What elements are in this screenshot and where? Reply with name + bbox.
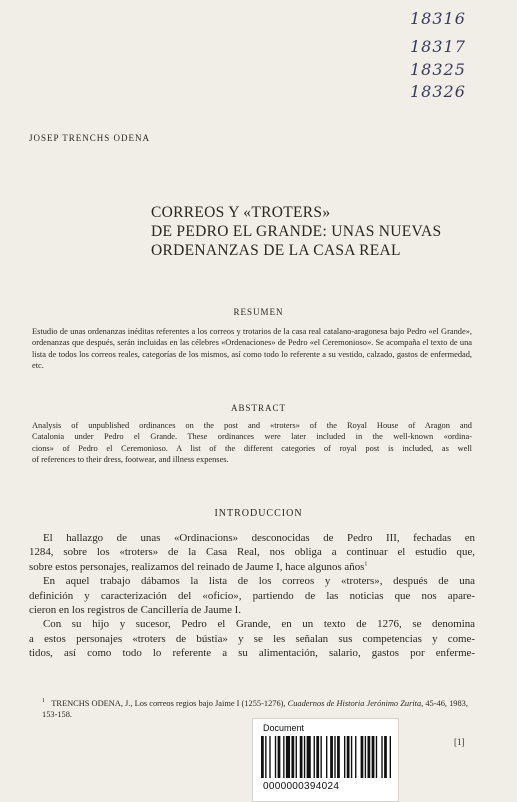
body-line-1: El hallazgo de unas «Ordinacions» desconocidas de Pedro III, fechadas en xyxy=(43,532,475,544)
barcode-bar xyxy=(269,736,270,778)
body-line-7: Con su hijo y sucesor, Pedro el Grande, en un texto de 1276, se denomina xyxy=(43,618,475,631)
barcode-bar xyxy=(365,736,366,778)
footnote-marker: 1 xyxy=(42,698,45,705)
resumen-heading: RESUMEN xyxy=(233,307,284,317)
barcode-bar xyxy=(291,736,294,778)
barcode-bar xyxy=(307,736,311,778)
barcode-bar xyxy=(337,736,340,778)
body-line-5: definición y caracterización del «oficio», partiendo de las noticias que nos apare- xyxy=(29,589,475,602)
footnote-text-1: , Los correos regios bajo Jaime I (1255-1276), xyxy=(130,699,288,708)
barcode-bar xyxy=(300,736,303,778)
barcode-bar xyxy=(355,736,356,778)
barcode-bar xyxy=(361,736,364,778)
abstract-line-1: Analysis of unpublished ordinances on the post and «troters» of the Royal House of Aragon and xyxy=(32,421,472,430)
abstract-text xyxy=(32,420,472,465)
body-line-2: 1284, sobre los «troters» de la Casa Real, nos obliga a continuar el estudio que, xyxy=(29,546,475,559)
title-line-1: CORREOS Y «TROTERS» xyxy=(151,204,331,221)
author-name: JOSEP TRENCHS ODENA xyxy=(29,133,151,143)
barcode-bar xyxy=(344,736,345,778)
footnote-journal: Cuadernos de Historia Jerónimo Zurita xyxy=(287,699,422,708)
body-line-4: En aquel trabajo dábamos la lista de los correos y «troters», después de una xyxy=(43,575,475,588)
body-line-9: tidos, así como todo lo referente a su alimentación, salario, gastos por enferme- xyxy=(29,647,475,660)
barcode-bar xyxy=(351,736,352,778)
label-title: Document xyxy=(263,723,305,733)
abstract-line-4: of references to their dress, footwear, and illness expenses. xyxy=(32,454,229,464)
barcode-bar xyxy=(278,736,281,778)
barcode-bar xyxy=(304,736,305,778)
barcode-bar xyxy=(384,736,387,778)
barcode-bar xyxy=(390,736,391,778)
barcode-bar xyxy=(372,736,375,778)
handwritten-number-2: 18317 xyxy=(410,37,466,56)
barcode-bar xyxy=(326,736,327,778)
paper-title xyxy=(151,203,441,260)
introduccion-heading: INTRODUCCION xyxy=(214,508,303,519)
handwritten-number-1: 18316 xyxy=(410,9,466,28)
barcode-bar xyxy=(265,736,266,778)
handwritten-number-3: 18325 xyxy=(410,60,466,79)
body-line-6: cieron en los registros de Cancillería de Jaume I. xyxy=(29,604,241,617)
barcode-bar xyxy=(376,736,377,778)
body-line-3-wrap xyxy=(29,560,475,574)
document-barcode-label xyxy=(252,718,399,802)
abstract-line-2: Catalonia under Pedro el Grande. These ordinances were later included in the well-known «ordina- xyxy=(32,432,472,442)
barcode-number: 0000000394024 xyxy=(263,781,340,792)
footnote-reference: 1 xyxy=(364,561,368,568)
barcode-bar xyxy=(316,736,319,778)
barcode xyxy=(261,736,391,778)
barcode-bar xyxy=(286,736,290,778)
resumen-text: Estudio de unas ordenanzas inéditas referentes a los correos y trotarios de la casa real catalano-aragonesa bajo Pedro «el Grande», ordenanzas que después, serán incluidas en las célebres «Ordenaciones» de Pedro «el Ceremonioso». Se acompaña el texto de una lista de todos los correos reales, categorías de los mismos, así como todo lo referente a su vestido, calzado, gastos de enfermedad, etc. xyxy=(32,327,472,370)
footnote-author: TRENCHS ODENA, J. xyxy=(51,699,131,708)
abstract-heading: ABSTRACT xyxy=(230,403,286,413)
barcode-bar xyxy=(334,736,335,778)
barcode-bar xyxy=(320,736,321,778)
barcode-bar xyxy=(314,736,315,778)
page-number: [1] xyxy=(454,737,465,747)
body-line-8: a estos personajes «troters de bústia» y se les señalan sus competencias y come- xyxy=(29,632,475,645)
barcode-bar xyxy=(296,736,297,778)
title-line-3: ORDENANZAS DE LA CASA REAL xyxy=(151,242,401,259)
barcode-bar xyxy=(261,736,264,778)
title-line-2: DE PEDRO EL GRANDE: UNAS NUEVAS xyxy=(151,223,442,240)
abstract-line-3: cions» of Pedro el Ceremonioso. A list of the different categories of royal post is included, as well xyxy=(32,443,472,453)
barcode-bar xyxy=(330,736,333,778)
body-line-3: sobre estos personajes, realizamos del reinado de Jaume I, hace algunos años xyxy=(29,560,365,573)
barcode-bar xyxy=(275,736,276,778)
barcode-bar xyxy=(283,736,284,778)
barcode-bar xyxy=(367,736,370,778)
footnote-text-2: , 45-46, 1983, 153-158. xyxy=(42,699,468,720)
barcode-bar xyxy=(381,736,382,778)
barcode-bar xyxy=(347,736,350,778)
introduction-body xyxy=(29,531,475,661)
handwritten-number-4: 18326 xyxy=(410,82,466,101)
